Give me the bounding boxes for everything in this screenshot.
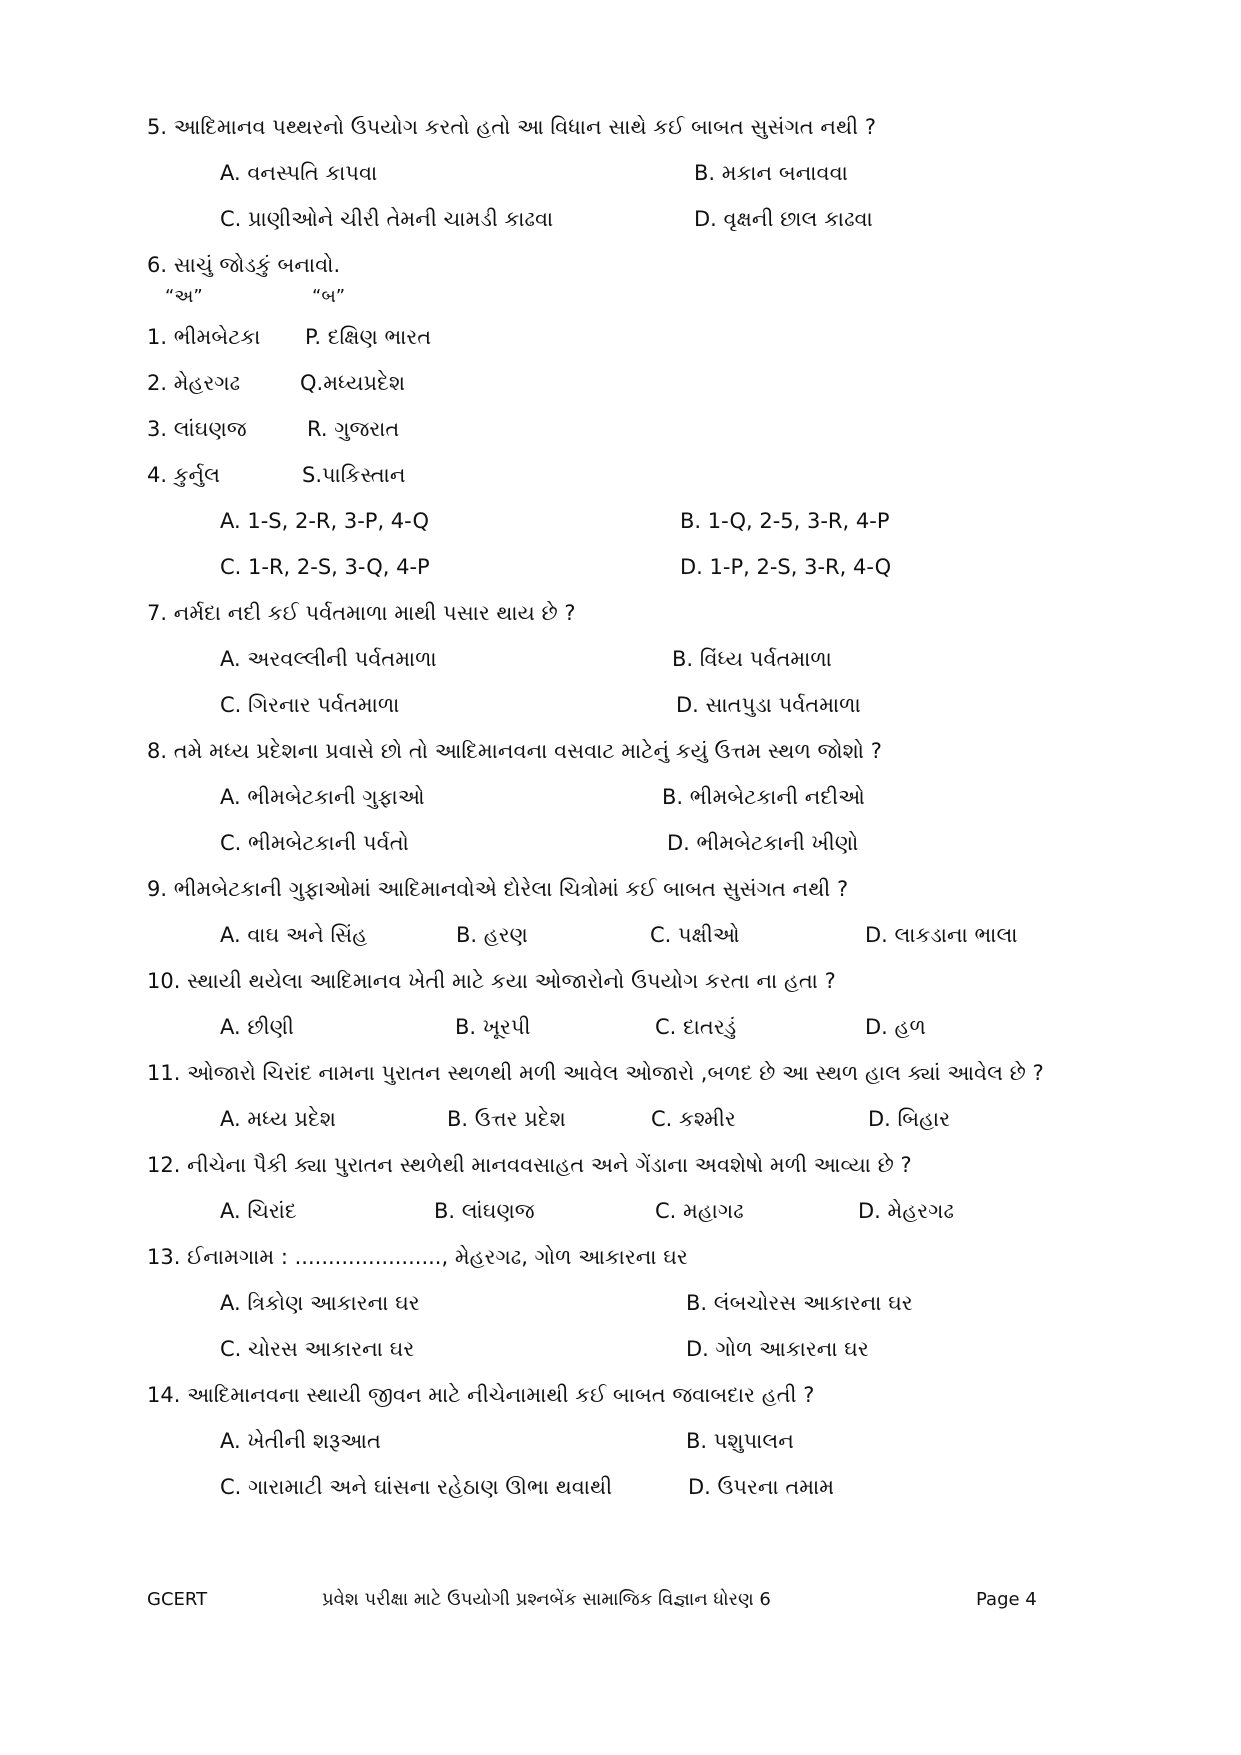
match-right: P. દક્ષિણ ભારત [305, 325, 432, 349]
question-7 [0, 596, 1241, 630]
option-d: D. વૃક્ષની છાલ કાઢવા [694, 207, 873, 231]
question-13-options-row-2 [0, 1332, 1241, 1366]
question-6 [0, 248, 1241, 282]
question-text: 13. ઈનામગામ : ......................, મેહરગઢ, ગોળ આકારના ઘર [147, 1245, 688, 1269]
question-8 [0, 734, 1241, 768]
option-b: B. ભીમબેટકાની નદીઓ [662, 785, 865, 809]
match-left: 4. કુર્નુલ [147, 463, 221, 487]
option-b: B. લંબચોરસ આકારના ઘર [686, 1291, 913, 1315]
question-12 [0, 1148, 1241, 1182]
question-9-options-row [0, 918, 1241, 952]
option-d: D. લાકડાના ભાલા [865, 923, 1018, 947]
question-text: 7. નર્મદા નદી કઈ પર્વતમાળા માથી પસાર થાય છે ? [147, 601, 576, 625]
option-d: D. 1-P, 2-S, 3-R, 4-Q [680, 555, 892, 579]
option-a: A. ત્રિકોણ આકારના ઘર [220, 1291, 420, 1315]
option-c: C. પક્ષીઓ [650, 923, 740, 947]
question-10 [0, 964, 1241, 998]
question-13 [0, 1240, 1241, 1274]
question-text: 8. તમે મધ્ય પ્રદેશના પ્રવાસે છો તો આદિમાનવના વસવાટ માટેનું કયું ઉત્તમ સ્થળ જોશો ? [147, 739, 882, 763]
option-d: D. હળ [865, 1015, 926, 1039]
option-c: C. ભીમબેટકાની પર્વતો [220, 831, 409, 855]
option-b: B. 1-Q, 2-5, 3-R, 4-P [680, 509, 890, 533]
option-d: D. મેહરગઢ [858, 1199, 954, 1223]
option-b: B. મકાન બનાવવા [694, 161, 848, 185]
option-a: A. ખેતીની શરૂઆત [220, 1429, 381, 1453]
option-c: C. દાતરડું [655, 1015, 737, 1039]
column-a-header: “અ” [165, 286, 203, 307]
match-right: S.પાકિસ્તાન [302, 463, 406, 487]
match-right: Q.મધ્યપ્રદેશ [300, 371, 406, 395]
option-a: A. 1-S, 2-R, 3-P, 4-Q [220, 509, 430, 533]
option-c: C. ગિરનાર પર્વતમાળા [220, 693, 400, 717]
option-c: C. કશ્મીર [651, 1107, 736, 1131]
option-b: B. વિંધ્ય પર્વતમાળા [672, 647, 832, 671]
option-c: C. પ્રાણીઓને ચીરી તેમની ચામડી કાઢવા [220, 207, 554, 231]
question-text: 5. આદિમાનવ પથ્થરનો ઉપયોગ કરતો હતો આ વિધાન સાથે કઈ બાબત સુસંગત નથી ? [147, 115, 876, 139]
question-text: 11. ઓજારો ચિરાંદ નામના પુરાતન સ્થળથી મળી આવેલ ઓજારો ,બળદ છે આ સ્થળ હાલ ક્યાં આવેલ છે ? [147, 1061, 1044, 1085]
question-text: 9. ભીમબેટકાની ગુફાઓમાં આદિમાનવોએ દોરેલા ચિત્રોમાં કઈ બાબત સુસંગત નથી ? [147, 877, 849, 901]
match-right: R. ગુજરાત [307, 417, 400, 441]
question-8-options-row-1 [0, 780, 1241, 814]
question-13-options-row-1 [0, 1286, 1241, 1320]
page-number: Page 4 [976, 1589, 1037, 1610]
question-14-options-row-2 [0, 1470, 1241, 1504]
option-a: A. ચિરાંદ [220, 1199, 297, 1223]
match-left: 1. ભીમબેટકા [147, 325, 261, 349]
option-d: D. ગોળ આકારના ઘર [686, 1337, 869, 1361]
question-5-options-row-2 [0, 202, 1241, 236]
match-left: 3. લાંઘણજ [147, 417, 247, 441]
match-left: 2. મેહરગઢ [147, 371, 241, 395]
question-text: 12. નીચેના પૈકી ક્યા પુરાતન સ્થળેથી માનવવસાહત અને ગેંડાના અવશેષો મળી આવ્યા છે ? [147, 1153, 912, 1177]
question-11-options-row [0, 1102, 1241, 1136]
option-c: C. ગારામાટી અને ઘાંસના રહેઠાણ ઊભા થવાથી [220, 1475, 613, 1499]
option-a: A. છીણી [220, 1015, 294, 1039]
option-a: A. અરવલ્લીની પર્વતમાળા [220, 647, 437, 671]
option-d: D. બિહાર [868, 1107, 951, 1131]
question-11 [0, 1056, 1241, 1090]
option-b: B. ઉત્તર પ્રદેશ [447, 1107, 566, 1131]
option-d: D. સાતપુડા પર્વતમાળા [676, 693, 861, 717]
option-a: A. ભીમબેટકાની ગુફાઓ [220, 785, 425, 809]
question-9 [0, 872, 1241, 906]
question-5 [0, 110, 1241, 144]
option-a: A. વાઘ અને સિંહ [220, 923, 368, 947]
option-a: A. વનસ્પતિ કાપવા [220, 161, 378, 185]
question-10-options-row [0, 1010, 1241, 1044]
column-b-header: “બ” [312, 286, 346, 307]
question-6-options-row-1 [0, 504, 1241, 538]
option-b: B. ખૂરપી [455, 1015, 531, 1039]
question-6-options-row-2 [0, 550, 1241, 584]
match-pair [0, 412, 1241, 446]
option-d: D. ભીમબેટકાની ખીણો [667, 831, 859, 855]
question-14-options-row-1 [0, 1424, 1241, 1458]
footer-publisher: GCERT [147, 1589, 208, 1610]
match-pair [0, 320, 1241, 354]
match-column-headers [0, 280, 1241, 314]
question-text: 6. સાચું જોડકું બનાવો. [147, 253, 341, 277]
question-7-options-row-1 [0, 642, 1241, 676]
question-12-options-row [0, 1194, 1241, 1228]
match-pair [0, 458, 1241, 492]
option-b: B. હરણ [456, 923, 528, 947]
option-c: C. મહાગઢ [655, 1199, 744, 1223]
option-b: B. પશુપાલન [686, 1429, 794, 1453]
footer-title: પ્રવેશ પરીક્ષા માટે ઉપયોગી પ્રશ્નબેંક સામાજિક વિજ્ઞાન ધોરણ 6 [322, 1589, 771, 1610]
question-7-options-row-2 [0, 688, 1241, 722]
match-pair [0, 366, 1241, 400]
question-14 [0, 1378, 1241, 1412]
question-5-options-row-1 [0, 156, 1241, 190]
question-8-options-row-2 [0, 826, 1241, 860]
option-c: C. ચોરસ આકારના ઘર [220, 1337, 415, 1361]
option-d: D. ઉપરના તમામ [688, 1475, 835, 1499]
option-c: C. 1-R, 2-S, 3-Q, 4-P [220, 555, 430, 579]
question-text: 10. સ્થાયી થયેલા આદિમાનવ ખેતી માટે કયા ઓજારોનો ઉપયોગ કરતા ના હતા ? [147, 969, 836, 993]
question-text: 14. આદિમાનવના સ્થાયી જીવન માટે નીચેનામાથી કઈ બાબત જવાબદાર હતી ? [147, 1383, 815, 1407]
option-a: A. મધ્ય પ્રદેશ [220, 1107, 336, 1131]
option-b: B. લાંઘણજ [434, 1199, 535, 1223]
